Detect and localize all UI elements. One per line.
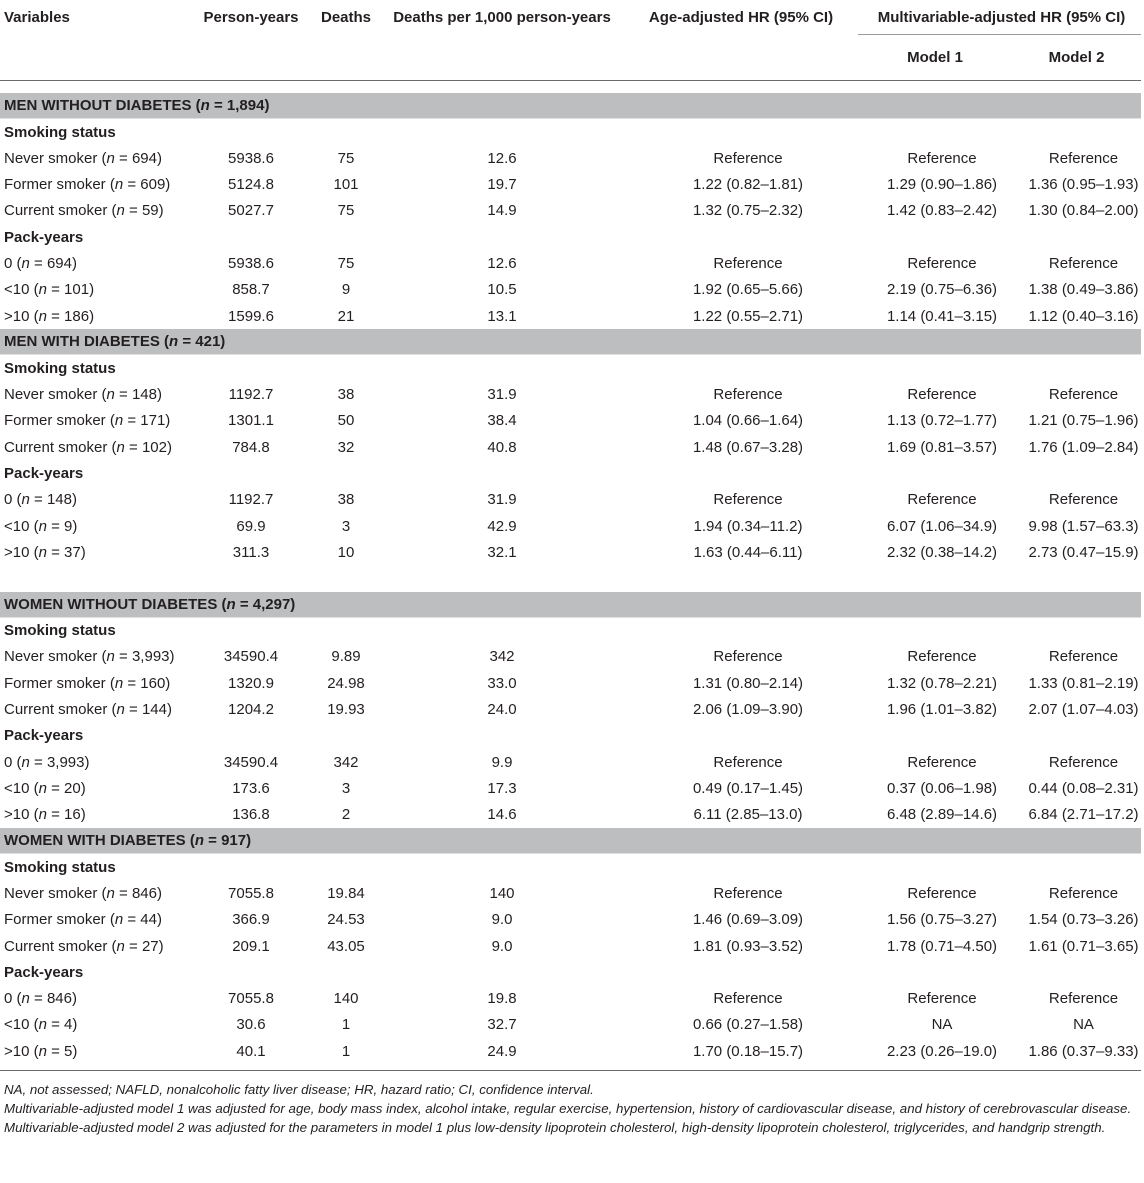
model-1-hr-cell: 1.69 (0.81–3.57) (886, 438, 998, 456)
section-header-row (0, 355, 1141, 382)
row-label: 0 (n = 694) (4, 254, 77, 272)
deaths-cell: 9 (341, 281, 351, 299)
age-adjusted-hr-cell: 1.81 (0.93–3.52) (692, 937, 804, 955)
footnote-abbreviations: NA, not assessed; NAFLD, nonalcoholic fatty liver disease; HR, hazard ratio; CI, confidence interval. (4, 1082, 594, 1097)
person-years-cell: 311.3 (232, 543, 270, 561)
rate-cell: 9.0 (491, 937, 513, 955)
age-adjusted-hr-cell: 1.70 (0.18–15.7) (692, 1042, 804, 1060)
age-adjusted-hr-cell: Reference (713, 386, 783, 404)
table-row (0, 802, 1141, 828)
model-1-hr-cell: Reference (907, 753, 977, 771)
person-years-cell: 784.8 (232, 438, 270, 456)
deaths-cell: 32 (337, 438, 355, 456)
header-deaths-per-1000: Deaths per 1,000 person-years (380, 0, 620, 81)
table-footnotes (4, 1080, 1140, 1137)
header-age-adjusted-hr: Age-adjusted HR (95% CI) (620, 0, 858, 81)
deaths-cell: 3 (341, 517, 351, 535)
person-years-cell: 1204.2 (228, 701, 274, 719)
table-row (0, 434, 1141, 460)
table-row (0, 250, 1141, 276)
table-row (0, 145, 1141, 171)
row-label: 0 (n = 3,993) (4, 753, 90, 771)
model-2-hr-cell: 1.38 (0.49–3.86) (1028, 281, 1139, 299)
table-row (0, 303, 1141, 329)
age-adjusted-hr-cell: 1.46 (0.69–3.09) (692, 911, 804, 929)
rate-cell: 14.6 (487, 806, 517, 824)
model-2-hr-cell: Reference (1048, 386, 1119, 404)
person-years-cell: 30.6 (236, 1016, 266, 1034)
table-row (0, 408, 1141, 434)
age-adjusted-hr-cell: 1.92 (0.65–5.66) (692, 281, 804, 299)
rate-cell: 13.1 (487, 307, 517, 325)
deaths-cell: 24.98 (327, 674, 365, 692)
rate-cell: 33.0 (487, 674, 517, 692)
model-1-hr-cell: 6.48 (2.89–14.6) (886, 806, 998, 824)
model-2-hr-cell: NA (1073, 1016, 1094, 1034)
rate-cell: 31.9 (487, 386, 517, 404)
table-row (0, 775, 1141, 801)
model-1-hr-cell: 2.19 (0.75–6.36) (886, 281, 998, 299)
section-label: Pack-years (4, 465, 84, 483)
table-header (0, 0, 1141, 81)
rate-cell: 24.9 (487, 1042, 517, 1060)
model-2-hr-cell: 1.30 (0.84–2.00) (1028, 202, 1139, 220)
deaths-cell: 21 (337, 307, 355, 325)
age-adjusted-hr-cell: 2.06 (1.09–3.90) (692, 701, 804, 719)
table-body (0, 81, 1141, 1071)
deaths-cell: 342 (333, 753, 359, 771)
age-adjusted-hr-cell: Reference (713, 648, 783, 666)
person-years-cell: 40.1 (236, 1042, 266, 1060)
model-2-hr-cell: Reference (1048, 884, 1119, 902)
model-1-hr-cell: Reference (907, 648, 977, 666)
model-1-hr-cell: 1.29 (0.90–1.86) (886, 176, 998, 194)
person-years-cell: 5027.7 (228, 202, 274, 220)
person-years-cell: 34590.4 (223, 753, 279, 771)
group-gap-row (0, 566, 1141, 592)
deaths-cell: 75 (337, 254, 355, 272)
section-label: Pack-years (4, 727, 84, 745)
model-2-hr-cell: 9.98 (1.57–63.3) (1028, 517, 1139, 535)
rate-cell: 42.9 (487, 517, 517, 535)
table-row (0, 1012, 1141, 1038)
deaths-cell: 1 (341, 1042, 351, 1060)
person-years-cell: 69.9 (236, 517, 266, 535)
table-row (0, 381, 1141, 407)
model-1-hr-cell: 0.37 (0.06–1.98) (886, 779, 998, 797)
model-1-hr-cell: Reference (907, 149, 977, 167)
rate-cell: 14.9 (487, 202, 517, 220)
age-adjusted-hr-cell: Reference (713, 491, 783, 509)
rate-cell: 40.8 (487, 438, 517, 456)
table-row (0, 487, 1141, 513)
section-header-row (0, 119, 1141, 146)
person-years-cell: 366.9 (232, 911, 270, 929)
model-1-hr-cell: Reference (907, 884, 977, 902)
row-label: >10 (n = 5) (4, 1042, 78, 1060)
row-label: Never smoker (n = 3,993) (4, 648, 175, 666)
deaths-cell: 3 (341, 779, 351, 797)
model-2-hr-cell: Reference (1048, 753, 1119, 771)
person-years-cell: 34590.4 (223, 648, 279, 666)
model-1-hr-cell: 1.14 (0.41–3.15) (886, 307, 998, 325)
section-label: Smoking status (4, 359, 116, 377)
row-label: <10 (n = 4) (4, 1016, 78, 1034)
age-adjusted-hr-cell: 0.49 (0.17–1.45) (692, 779, 804, 797)
person-years-cell: 7055.8 (228, 884, 274, 902)
model-1-hr-cell: NA (931, 1016, 953, 1034)
section-header-row (0, 959, 1141, 985)
rate-cell: 10.5 (487, 281, 517, 299)
table-row (0, 696, 1141, 722)
model-1-hr-cell: Reference (907, 254, 977, 272)
person-years-cell: 209.1 (232, 937, 270, 955)
model-1-hr-cell: Reference (907, 386, 977, 404)
model-1-hr-cell: 1.78 (0.71–4.50) (886, 937, 998, 955)
table-end-spacer (0, 1064, 1141, 1071)
table-row (0, 644, 1141, 670)
model-2-hr-cell: 2.73 (0.47–15.9) (1028, 543, 1139, 561)
deaths-cell: 2 (341, 806, 351, 824)
section-header-row (0, 854, 1141, 881)
deaths-cell: 75 (337, 149, 355, 167)
model-1-hr-cell: Reference (907, 989, 977, 1007)
section-label: Smoking status (4, 123, 116, 141)
section-label: Smoking status (4, 622, 116, 640)
age-adjusted-hr-cell: Reference (713, 753, 783, 771)
table-row (0, 539, 1141, 565)
table-row (0, 749, 1141, 775)
model-2-hr-cell: Reference (1048, 989, 1119, 1007)
deaths-cell: 50 (337, 412, 355, 430)
header-model-2: Model 2 (1008, 35, 1141, 81)
group-title: WOMEN WITHOUT DIABETES (n = 4,297) (0, 592, 1141, 618)
row-label: >10 (n = 37) (4, 543, 86, 561)
model-1-hr-cell: Reference (907, 491, 977, 509)
model-1-hr-cell: 1.56 (0.75–3.27) (886, 911, 998, 929)
deaths-cell: 24.53 (327, 911, 365, 929)
model-1-hr-cell: 2.23 (0.26–19.0) (886, 1042, 998, 1060)
table-row (0, 880, 1141, 906)
model-2-hr-cell: Reference (1048, 491, 1119, 509)
table-row (0, 933, 1141, 959)
person-years-cell: 858.7 (232, 281, 270, 299)
row-label: Never smoker (n = 846) (4, 884, 162, 902)
row-label: Former smoker (n = 44) (4, 911, 162, 929)
group-header-row (0, 592, 1141, 618)
model-2-hr-cell: 1.54 (0.73–3.26) (1028, 911, 1139, 929)
model-2-hr-cell: 2.07 (1.07–4.03) (1028, 701, 1139, 719)
table-row (0, 1038, 1141, 1064)
table-row (0, 513, 1141, 539)
age-adjusted-hr-cell: 1.94 (0.34–11.2) (693, 517, 803, 535)
table-row (0, 171, 1141, 197)
section-label: Pack-years (4, 963, 84, 981)
age-adjusted-hr-cell: 1.63 (0.44–6.11) (693, 543, 803, 561)
section-header-row (0, 723, 1141, 749)
rate-cell: 12.6 (487, 149, 517, 167)
table-row (0, 198, 1141, 224)
deaths-cell: 9.89 (331, 648, 361, 666)
header-model-1: Model 1 (858, 35, 1008, 81)
row-label: >10 (n = 16) (4, 806, 86, 824)
model-2-hr-cell: 1.76 (1.09–2.84) (1028, 438, 1139, 456)
section-header-row (0, 224, 1141, 250)
row-label: Former smoker (n = 160) (4, 674, 171, 692)
model-2-hr-cell: 1.12 (0.40–3.16) (1028, 307, 1139, 325)
model-2-hr-cell: 1.61 (0.71–3.65) (1028, 937, 1139, 955)
rate-cell: 9.9 (491, 753, 513, 771)
row-label: 0 (n = 846) (4, 989, 77, 1007)
section-label: Pack-years (4, 228, 84, 246)
person-years-cell: 1192.7 (228, 386, 274, 404)
group-title: MEN WITHOUT DIABETES (n = 1,894) (0, 93, 1141, 119)
person-years-cell: 1599.6 (228, 307, 274, 325)
rate-cell: 342 (489, 648, 515, 666)
model-2-hr-cell: Reference (1048, 254, 1119, 272)
age-adjusted-hr-cell: 1.22 (0.82–1.81) (692, 176, 804, 194)
model-1-hr-cell: 6.07 (1.06–34.9) (886, 517, 998, 535)
age-adjusted-hr-cell: 1.22 (0.55–2.71) (692, 307, 804, 325)
age-adjusted-hr-cell: 1.04 (0.66–1.64) (692, 412, 804, 430)
model-1-hr-cell: 1.13 (0.72–1.77) (886, 412, 998, 430)
row-label: >10 (n = 186) (4, 307, 95, 325)
deaths-cell: 19.93 (327, 701, 365, 719)
model-1-hr-cell: 1.96 (1.01–3.82) (886, 701, 998, 719)
rate-cell: 24.0 (487, 701, 517, 719)
person-years-cell: 173.6 (232, 779, 270, 797)
row-label: <10 (n = 9) (4, 517, 78, 535)
deaths-cell: 38 (337, 386, 355, 404)
deaths-cell: 140 (333, 989, 359, 1007)
group-header-row (0, 329, 1141, 355)
header-deaths: Deaths (308, 0, 380, 81)
rate-cell: 32.1 (487, 543, 517, 561)
table-row (0, 906, 1141, 932)
age-adjusted-hr-cell: 1.32 (0.75–2.32) (692, 202, 804, 220)
row-label: 0 (n = 148) (4, 491, 77, 509)
rate-cell: 17.3 (487, 779, 517, 797)
header-multivariable-hr: Multivariable-adjusted HR (95% CI) (858, 0, 1141, 35)
model-2-hr-cell: 6.84 (2.71–17.2) (1028, 806, 1139, 824)
row-label: <10 (n = 101) (4, 281, 95, 299)
header-variables: Variables (0, 0, 190, 81)
deaths-cell: 10 (337, 543, 355, 561)
deaths-cell: 101 (333, 176, 359, 194)
model-1-hr-cell: 1.42 (0.83–2.42) (886, 202, 998, 220)
deaths-cell: 19.84 (327, 884, 365, 902)
table-row (0, 670, 1141, 696)
model-2-hr-cell: 1.33 (0.81–2.19) (1028, 674, 1139, 692)
deaths-cell: 1 (341, 1016, 351, 1034)
model-2-hr-cell: 1.21 (0.75–1.96) (1028, 412, 1139, 430)
person-years-cell: 5938.6 (228, 149, 274, 167)
person-years-cell: 1301.1 (228, 412, 274, 430)
section-header-row (0, 461, 1141, 487)
row-label: Current smoker (n = 27) (4, 937, 164, 955)
rate-cell: 140 (489, 884, 515, 902)
footnote-model-1: Multivariable-adjusted model 1 was adjusted for age, body mass index, alcohol intake, regular exercise, hypertension, history of cardiovascular disease, and history of cerebrovascular disease. (4, 1101, 1132, 1116)
group-header-row (0, 93, 1141, 119)
age-adjusted-hr-cell: Reference (713, 989, 783, 1007)
deaths-cell: 38 (337, 491, 355, 509)
rate-cell: 12.6 (487, 254, 517, 272)
group-title: MEN WITH DIABETES (n = 421) (0, 329, 1141, 355)
model-2-hr-cell: 1.36 (0.95–1.93) (1028, 176, 1139, 194)
person-years-cell: 7055.8 (228, 989, 274, 1007)
model-1-hr-cell: 2.32 (0.38–14.2) (886, 543, 998, 561)
person-years-cell: 1192.7 (228, 491, 274, 509)
model-1-hr-cell: 1.32 (0.78–2.21) (886, 674, 998, 692)
person-years-cell: 136.8 (232, 806, 270, 824)
row-label: Current smoker (n = 102) (4, 438, 172, 456)
rate-cell: 19.8 (487, 989, 517, 1007)
rate-cell: 38.4 (487, 412, 517, 430)
model-2-hr-cell: 0.44 (0.08–2.31) (1028, 779, 1139, 797)
age-adjusted-hr-cell: 0.66 (0.27–1.58) (692, 1016, 804, 1034)
header-person-years: Person-years (190, 0, 308, 81)
group-title: WOMEN WITH DIABETES (n = 917) (0, 828, 1141, 854)
rate-cell: 19.7 (487, 176, 517, 194)
row-label: Current smoker (n = 59) (4, 202, 164, 220)
age-adjusted-hr-cell: Reference (713, 149, 783, 167)
person-years-cell: 5124.8 (228, 176, 274, 194)
deaths-cell: 43.05 (327, 937, 365, 955)
age-adjusted-hr-cell: Reference (713, 884, 783, 902)
section-label: Smoking status (4, 858, 116, 876)
model-2-hr-cell: Reference (1048, 648, 1119, 666)
section-header-row (0, 617, 1141, 644)
row-label: Former smoker (n = 171) (4, 412, 171, 430)
age-adjusted-hr-cell: 1.31 (0.80–2.14) (692, 674, 804, 692)
model-2-hr-cell: Reference (1048, 149, 1119, 167)
row-label: Former smoker (n = 609) (4, 176, 171, 194)
deaths-cell: 75 (337, 202, 355, 220)
table-row (0, 277, 1141, 303)
rate-cell: 32.7 (487, 1016, 517, 1034)
row-label: <10 (n = 20) (4, 779, 86, 797)
person-years-cell: 1320.9 (228, 674, 274, 692)
table-row (0, 985, 1141, 1011)
age-adjusted-hr-cell: 1.48 (0.67–3.28) (692, 438, 804, 456)
age-adjusted-hr-cell: 6.11 (2.85–13.0) (693, 806, 803, 824)
row-label: Never smoker (n = 148) (4, 386, 162, 404)
age-adjusted-hr-cell: Reference (713, 254, 783, 272)
person-years-cell: 5938.6 (228, 254, 274, 272)
rate-cell: 31.9 (487, 491, 517, 509)
row-label: Never smoker (n = 694) (4, 149, 162, 167)
footnote-model-2: Multivariable-adjusted model 2 was adjusted for the parameters in model 1 plus low-density lipoprotein cholesterol, high-density lipoprotein cholesterol, triglycerides, and handgrip strength. (4, 1120, 1106, 1135)
model-2-hr-cell: 1.86 (0.37–9.33) (1028, 1042, 1139, 1060)
row-label: Current smoker (n = 144) (4, 701, 172, 719)
rate-cell: 9.0 (491, 911, 513, 929)
group-header-row (0, 828, 1141, 854)
